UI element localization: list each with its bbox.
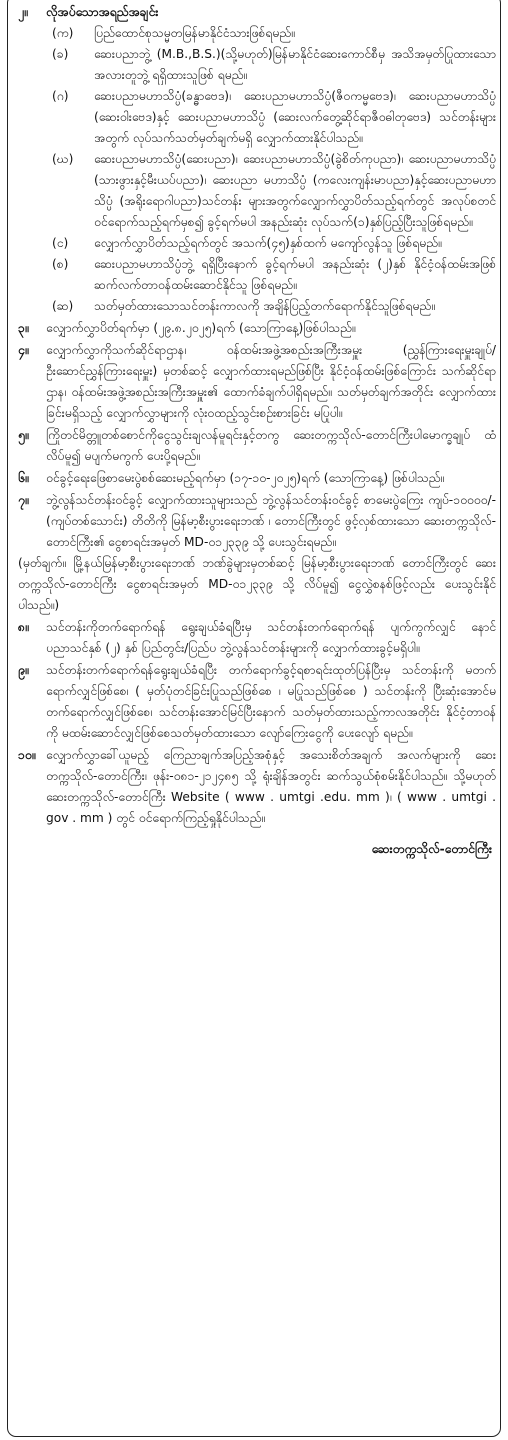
section-number: ၉။ <box>18 663 29 677</box>
section-text: ဘွဲ့လွန်သင်တန်းဝင်ခွင့် လျှောက်ထားသူများသည် ဘွဲ့လွန်သင်တန်းဝင်ခွင့် စာမေးပွဲကြေး ကျပ်-၁၀၀၀၀/- (ကျပ်တစ်သောင်း) တိတိကို မြန်မာ့စီးပွားရေးဘဏ် ၊ တောင်ကြီးတွင် ဖွင့်လှစ်ထားသော ဆေးတက္ကသိုလ်-တောင်ကြီး၏ ငွေစာရင်းအမှတ် MD-၀၁၂၃၃၉ သို့ ပေးသွင်းရမည်။ <box>46 493 496 549</box>
section-4 <box>18 340 496 424</box>
section-text: ဝင်ခွင့်ရေးဖြေစာမေးပွဲစစ်ဆေးမည့်ရက်မှာ (၁၇-၁၀-၂၀၂၅)ရက် (သောကြာနေ့) ဖြစ်ပါသည်။ <box>46 471 445 485</box>
section-text: လျှောက်လွှာကိုသက်ဆိုင်ရာဌာန၊ ဝန်ထမ်းအဖွဲ့အစည်းအကြီးအမှူး (ညွှန်ကြားရေးမှူးချုပ်/ဦးဆောင်ညွှန်ကြားရေးမှူး) မှတစ်ဆင့် လျှောက်ထားရမည်ဖြစ်ပြီး နိုင်ငံ့ဝန်ထမ်းဖြစ်ကြောင်း သက်ဆိုင်ရာဌာန၊ ဝန်ထမ်းအဖွဲ့အစည်းအကြီးအမှူး၏ ထောက်ခံချက်ပါရှိရမည်။ သတ်မှတ်ချက်အတိုင်း လျှောက်ထားခြင်းမရှိသည့် လျှောက်လွှာများကို လုံးဝထည့်သွင်းစဉ်းစားခြင်း မပြုပါ။ <box>46 343 496 420</box>
requirement-item <box>46 44 496 86</box>
item-key: (ဆ) <box>52 299 74 313</box>
section-text: လျှောက်လွှာခေါ်ယူမည့် ကြေညာချက်အပြည့်အစုံနှင့် အသေးစိတ်အချက် အလက်များကို ဆေးတက္ကသိုလ်-တောင်ကြီး၊ ဖုန်း-၀၈၁-၂၁၂၄၈၅ သို့ ရုံးချိန်အတွင်း ဆက်သွယ်စုံစမ်းနိုင်ပါသည်။ သို့မဟုတ် ဆေးတက္ကသိုလ်-တောင်ကြီး Website ( www . umtgi .edu. mm )၊ ( www . umtgi . gov . mm ) တွင် ဝင်ရောက်ကြည့်ရှုနိုင်ပါသည်။ <box>46 748 496 825</box>
item-text: ဆေးပညာမဟာသိပ္ပံ(ခန္ဓာဗေဒ)၊ ဆေးပညာမဟာသိပ္ပံ(ဇီဝကမ္မဗေဒ)၊ ဆေးပညာမဟာသိပ္ပံ (ဆေးဝါးဗေဒ)နှင့် ဆေးပညာမဟာသိပ္ပံ (ဆေးလက်တွေ့ဆိုင်ရာဇီဝဓါတုဗေဒ) သင်တန်းများအတွက် လုပ်သက်သတ်မှတ်ချက်မရှိ လျှောက်ထားနိုင်ပါသည်။ <box>94 89 496 145</box>
section-text: သင်တန်းကိုတက်ရောက်ရန် ရွေးချယ်ခံရပြီးမှ သင်တန်းတက်ရောက်ရန် ပျက်ကွက်လျှင် နောင်ပညာသင်နှစ် (၂) နှစ် ပြည်တွင်း/ပြည်ပ ဘွဲ့လွန်သင်တန်းများကို လျှောက်ထားခွင့်မရှိပါ။ <box>46 620 496 655</box>
section-text: လျှောက်လွှာပိတ်ရက်မှာ (၂၉.၈.၂၀၂၅)ရက် (သောကြာနေ့)ဖြစ်ပါသည်။ <box>46 321 356 335</box>
section-10 <box>18 745 496 829</box>
requirement-item <box>46 149 496 233</box>
section-number: ၈။ <box>18 620 29 634</box>
item-key: (စ) <box>52 257 69 271</box>
section-8 <box>18 617 496 659</box>
item-text: ဆေးပညာဘွဲ့ (M.B.,B.S.)(သို့မဟုတ်)မြန်မာနိုင်ငံဆေးကောင်စီမှ အသိအမှတ်ပြုထားသော အလားတူဘွဲ့ ရရှိထားသူဖြစ် ရမည်။ <box>94 47 496 82</box>
item-key: (ခ) <box>52 47 69 61</box>
requirement-item <box>46 233 496 254</box>
section-title: လိုအပ်သောအရည်အချင်း <box>46 5 159 19</box>
item-text: ဆေးပညာမဟာသိပ္ပံ(ဆေးပညာ)၊ ဆေးပညာမဟာသိပ္ပံ(ခွဲစိတ်ကုပညာ)၊ ဆေးပညာမဟာသိပ္ပံ (သားဖွားနှင့်မီးယပ်ပညာ)၊ ဆေးပညာ မဟာသိပ္ပံ (ကလေးကျန်းမာပညာ)နှင့်ဆေးပညာမဟာသိပ္ပံ (အရိုးရောဂါပညာ)သင်တန်း များအတွက်လျှောက်လွှာပိတ်သည့်ရက်တွင် အလုပ်စတင်ဝင်ရောက်သည့်ရက်မှစ၍ ခွင့်ရက်မပါ အနည်းဆုံး လုပ်သက်(၁)နှစ်ပြည့်ပြီးသူဖြစ်ရမည်။ <box>94 152 496 229</box>
announcement-content <box>18 2 496 860</box>
section-6 <box>18 468 496 489</box>
requirement-item <box>46 296 496 317</box>
section-number: ၆။ <box>18 471 29 485</box>
section-number: ၇။ <box>18 493 29 507</box>
item-key: (င) <box>52 236 69 250</box>
requirement-item <box>46 254 496 296</box>
item-key: (ဃ) <box>52 152 74 166</box>
section-number: ၂။ <box>18 5 28 19</box>
section-number: ၄။ <box>18 343 29 357</box>
section-number: ၃။ <box>18 321 29 335</box>
item-text: သတ်မှတ်ထားသောသင်တန်းကာလကို အချိန်ပြည့်တက်ရောက်နိုင်သူဖြစ်ရမည်။ <box>94 299 435 313</box>
item-text: ပြည်ထောင်စုသမ္မတမြန်မာနိုင်ငံသားဖြစ်ရမည်။ <box>94 26 295 40</box>
section-text: ကြိုတင်မိတ္တူတစ်စောင်ကိုငွေသွင်းချလန်မူရင်းနှင့်တကွ ဆေးတက္ကသိုလ်-တောင်ကြီးပါမောက္ခချုပ် ထံလိပ်မူ၍ မပျက်မကွက် ပေးပို့ရမည်။ <box>46 428 496 463</box>
item-key: (က) <box>52 26 74 40</box>
section-number: ၅။ <box>18 428 29 442</box>
section-7 <box>18 490 496 553</box>
requirement-item <box>46 23 496 44</box>
payment-note: (မှတ်ချက်။ မြို့နယ်မြန်မာ့စီးပွားရေးဘဏ် ဘဏ်ခွဲများမှတစ်ဆင့် မြန်မာ့စီးပွားရေးဘဏ် တောင်ကြီးတွင် ဆေးတက္ကသိုလ်-တောင်ကြီး ငွေစာရင်းအမှတ် MD-၀၁၂၃၃၉ သို့ လိပ်မူ၍ ငွေလွှဲစနစ်ဖြင့်လည်း ပေးသွင်းနိုင်ပါသည်။) <box>18 556 496 612</box>
section-5 <box>18 425 496 467</box>
issuer-signature: ဆေးတက္ကသိုလ်-တောင်ကြီး <box>371 842 492 856</box>
section-3 <box>18 318 496 339</box>
section-2-heading <box>18 2 496 23</box>
item-key: (ဂ) <box>52 89 69 103</box>
requirement-item <box>46 86 496 149</box>
section-9 <box>18 660 496 744</box>
item-text: ဆေးပညာမဟာသိပ္ပံဘွဲ့ ရရှိပြီးနောက် ခွင့်ရက်မပါ အနည်းဆုံး (၂)နှစ် နိုင်ငံ့ဝန်ထမ်းအဖြစ်ဆက်လက်တာဝန်ထမ်းဆောင်နိုင်သူ ဖြစ်ရမည်။ <box>94 257 496 292</box>
item-text: လျှောက်လွှာပိတ်သည့်ရက်တွင် အသက်(၄၅)နှစ်ထက် မကျော်လွန်သူ ဖြစ်ရမည်။ <box>94 236 442 250</box>
section-text: သင်တန်းတက်ရောက်ရန်ရွေးချယ်ခံရပြီး တက်ရောက်ခွင့်ရစာရင်းထုတ်ပြန်ပြီးမှ သင်တန်းကို မတက်ရောက်လျှင်ဖြစ်စေ၊ ( မှတ်ပုံတင်ခြင်းပြုသည်ဖြစ်စေ ၊ မပြုသည်ဖြစ်စေ ) သင်တန်းကို ပြီးဆုံးအောင်မတက်ရောက်လျှင်ဖြစ်စေ၊ သင်တန်းအောင်မြင်ပြီးနောက် သတ်မှတ်ထားသည့်ကာလအတိုင်း နိုင်ငံ့တာဝန်ကို မထမ်းဆောင်လျှင်ဖြစ်စေသတ်မှတ်ထားသော လျော်ကြေးငွေကို ပေးလျော် ရမည်။ <box>46 663 496 740</box>
section-number: ၁၀။ <box>18 748 36 762</box>
